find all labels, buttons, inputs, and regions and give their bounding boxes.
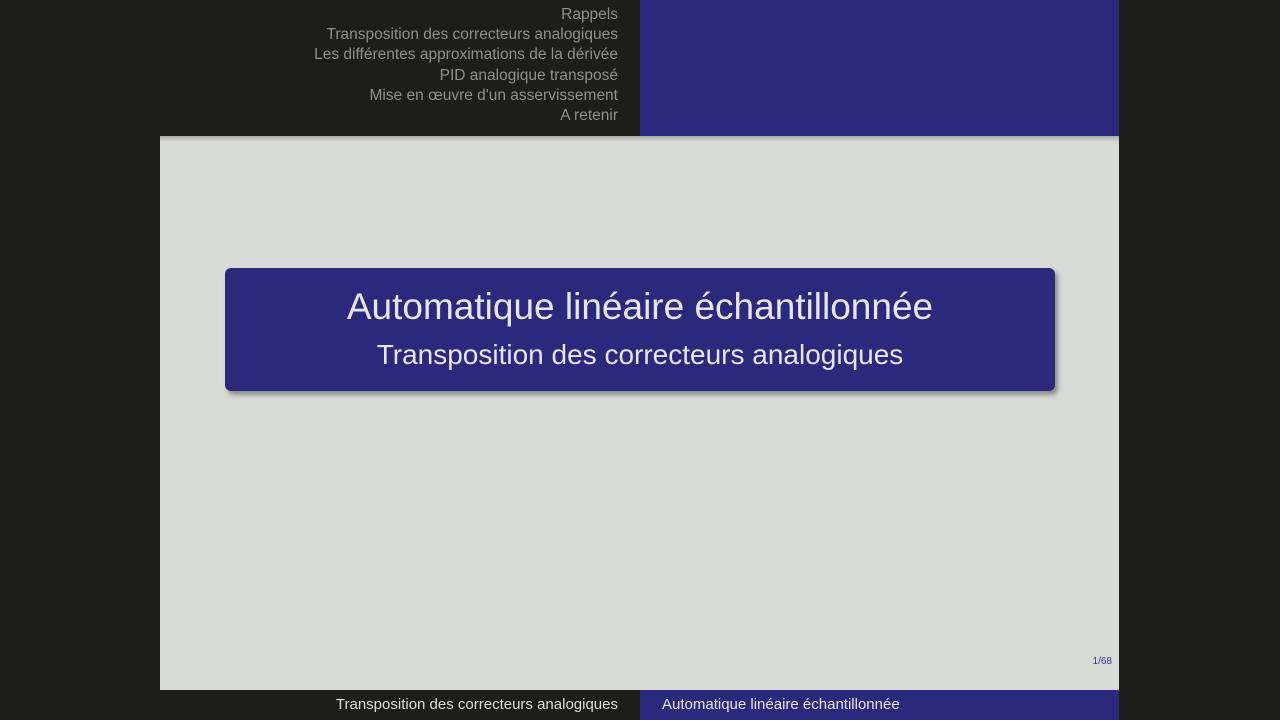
page-number[interactable]: 1/68 [1092, 656, 1112, 667]
title-block [225, 268, 1055, 391]
presentation-title: Automatique linéaire échantillonnée [346, 286, 934, 327]
footer-left [160, 690, 640, 720]
nav-section-rappels[interactable]: Rappels [561, 6, 618, 23]
nav-section-a-retenir[interactable]: A retenir [560, 107, 618, 125]
header-shadow [160, 136, 1119, 142]
footer-section-title: Transposition des correcteurs analogiques [335, 696, 618, 713]
nav-section-approximations[interactable]: Les différentes approximations de la dérivée [314, 46, 618, 64]
footer-presentation-title: Automatique linéaire échantillonnée [662, 696, 900, 713]
nav-section-mise-en-oeuvre[interactable]: Mise en œuvre d'un asservissement [369, 86, 618, 104]
presentation-subtitle: Transposition des correcteurs analogiques [376, 339, 904, 370]
nav-section-pid[interactable]: PID analogique transposé [439, 66, 618, 84]
nav-section-transposition[interactable]: Transposition des correcteurs analogiques [326, 26, 618, 44]
footer-right [640, 690, 1119, 720]
section-navigation-list [314, 5, 618, 126]
slide [160, 0, 1119, 720]
header-navigation-panel [160, 0, 640, 136]
header-accent-panel [640, 0, 1119, 136]
